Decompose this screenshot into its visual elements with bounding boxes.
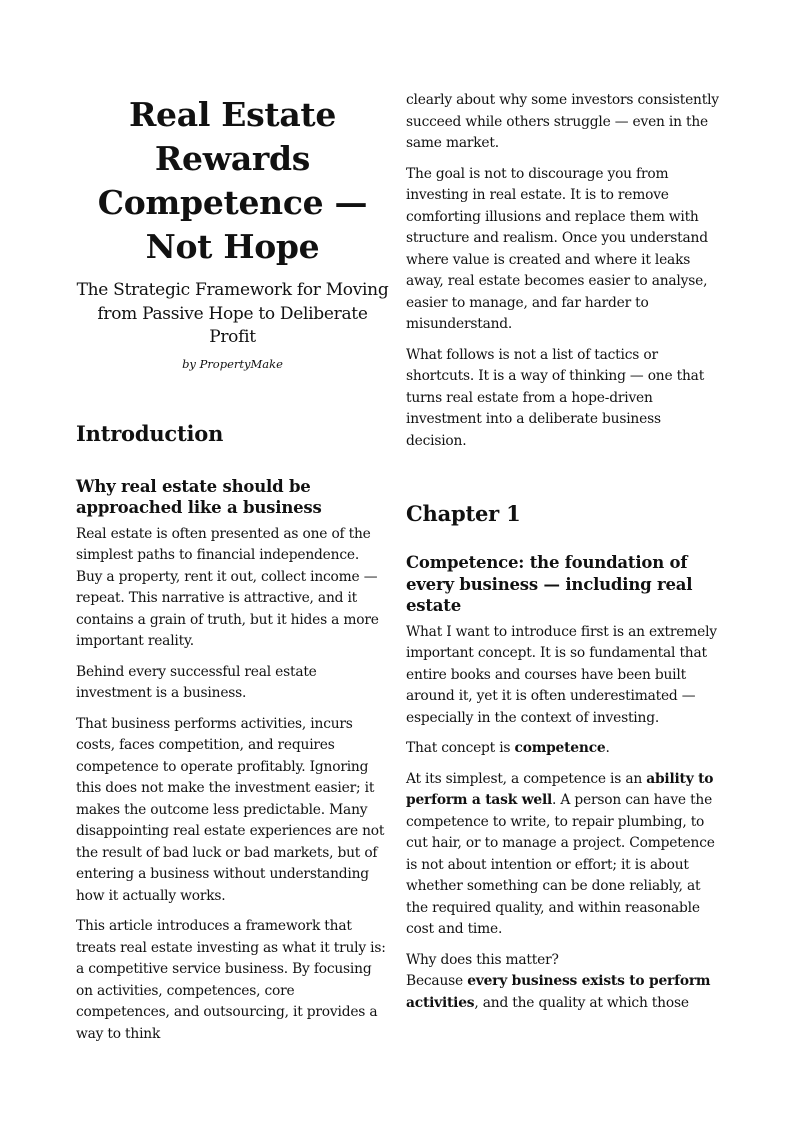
left-column [76,90,389,1054]
document-byline: by PropertyMake [182,356,283,371]
text-run: . A person can have the competence to write, to repair plumbing, to cut hair, or to manage a project. Competence is not about intention or effort; it is about whether something can be done reliably, at the required quality, and within reasonable cost and time. [406,792,715,937]
chapter-heading: Chapter 1 [406,501,521,526]
bold-term: competence [514,740,606,756]
intro-paragraph: Real estate is often presented as one of the simplest paths to financial independence. Buy a property, rent it out, collect income — repeat. This narrative is attractive, and it contains a grain of truth, but it hides a more important reality. [76,525,379,649]
document-subtitle: The Strategic Framework for Moving from Passive Hope to Deliberate Profit [76,280,389,347]
right-column [406,90,719,1023]
text-run: Because [406,973,468,989]
intro-paragraph: That business performs activities, incurs costs, faces competition, and requires competence to operate profitably. Ignoring this does not make the investment easier; it makes the outcome less predictable. Many disappointing real estate experiences are not the result of bad luck or bad markets, but of entering a business without understanding how it actually works. [76,715,385,904]
chapter-paragraph [406,950,719,1015]
text-run: . [605,740,610,756]
bold-term: every business exists to perform activities [406,973,711,1011]
intro-paragraph: This article introduces a framework that treats real estate investing as what it truly is: a competitive service business. By focusing on activities, competences, core competences, and outsourcing, it provides a way to think [76,918,386,1042]
intro-paragraph: clearly about why some investors consistently succeed while others struggle — even in the same market. [406,92,719,151]
text-run: , and the quality at which those [474,994,689,1011]
document-title: Real Estate Rewards Competence — Not Hope [97,95,368,266]
introduction-subheading: Why real estate should be approached like a business [76,476,322,517]
text-run: That concept is [406,740,515,756]
chapter-paragraph [406,769,719,941]
introduction-heading: Introduction [76,420,224,446]
chapter-subheading: Competence: the foundation of every business — including real estate [406,553,693,615]
intro-paragraph: The goal is not to discourage you from investing in real estate. It is to remove comforting illusions and replace them with structure and realism. Once you understand where value is created and where it leaks away, real estate becomes easier to analyse, easier to manage, and far harder to misunderstand. [406,165,708,332]
text-run: Why does this matter? [406,951,559,968]
bold-term: ability to perform a task well [406,770,714,808]
chapter-paragraph: What I want to introduce first is an extremely important concept. It is so fundamental that entire books and courses have been built around it, yet it is often underestimated — especially in the context of investing. [406,623,717,726]
intro-paragraph: Behind every successful real estate investment is a business. [76,663,317,701]
intro-paragraph: What follows is not a list of tactics or shortcuts. It is a way of thinking — one that turns real estate from a hope-driven investment into a deliberate business decision. [406,346,705,449]
text-run: At its simplest, a competence is an [406,770,647,787]
chapter-paragraph [406,738,719,760]
